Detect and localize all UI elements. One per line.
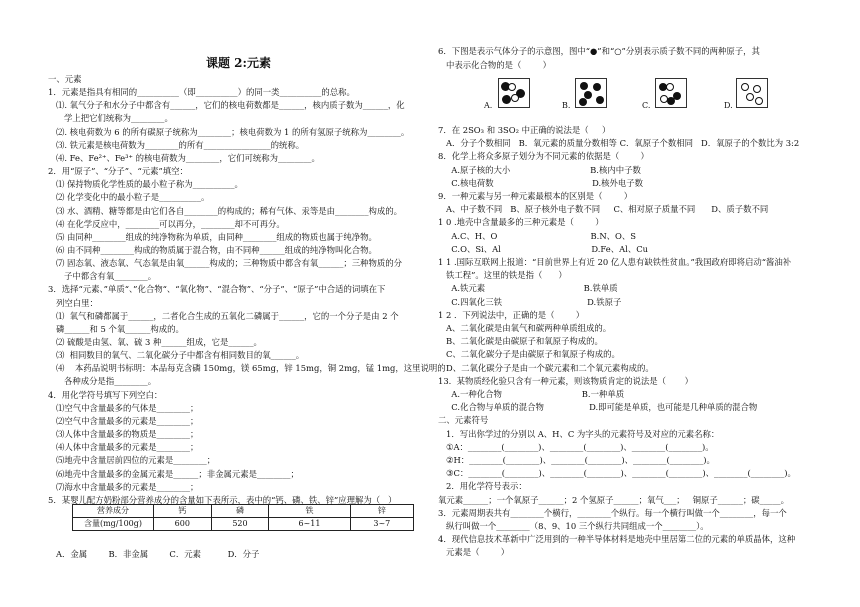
white-atom bbox=[741, 83, 749, 91]
question-line: 磷______和 5 个氧______构成的。 bbox=[48, 323, 184, 334]
question-line: 3．元素周期表共有________个横行，________个纵行。每一个横行叫做一个________，每一个 bbox=[438, 507, 787, 518]
question-line: ②H：________(________)、________(________)、________(________)。 bbox=[438, 455, 715, 465]
question-line: 学上把它们统称为________。 bbox=[48, 113, 173, 124]
black-atom bbox=[596, 96, 604, 104]
table-header-cell: 钙 bbox=[154, 505, 212, 518]
question-line: 5．某婴儿配方奶粉部分营养成分的含量如下表所示，表中的“钙、磷、铁、锌”应理解为（ ） bbox=[48, 494, 397, 505]
question-line: 1．元素是指具有相同的__________（即__________）的同一类__________的总称。 bbox=[48, 87, 355, 98]
question-line: 4．现代信息技术革新中广泛用到的一种半导体材料是地壳中里居第二位的元素的单质晶体，这种 bbox=[438, 534, 796, 545]
question-line: 2．用化学符号表示： bbox=[438, 481, 527, 492]
question-line: B、二氧化碳是由碳原子和氧原子构成的。 bbox=[438, 336, 603, 347]
question-line: ⑴. 氧气分子和水分子中都含有______，它们的核电荷数都是______，核内质子数为______，化 bbox=[48, 100, 405, 111]
question-line: 3．选择“元素、”单质“、”化合物“、“氧化物”、“混合物”、“分子”、“原子”中合适的词填在下 bbox=[48, 284, 386, 295]
q6-line-1: 6．下图是表示气体分子的示意图，图中“●”和“○”分别表示质子数不同的两种原子，其 bbox=[438, 46, 760, 56]
question-line: ⑺ 固态氧、液态氧、气态氧是由氧______构成的；三种物质中都含有氧______；三种物质的分 bbox=[48, 258, 403, 269]
molecule-label-b: B. bbox=[562, 101, 571, 110]
white-atom bbox=[746, 93, 754, 101]
question-line: C、二氧化碳分子是由碳原子和氧原子构成的。 bbox=[438, 349, 620, 360]
question-line: ⑷ 在化学反应中，________可以再分，________却不可再分。 bbox=[48, 218, 285, 229]
black-atom bbox=[593, 83, 601, 91]
question-line: ⑵ 硫酸是由氢、氧、硫 3 种______组成，它是______。 bbox=[48, 337, 262, 347]
question-line: A.一种化合物 B.一种单质 bbox=[438, 389, 625, 399]
molecule-label-c: C. bbox=[642, 101, 651, 110]
question-line: ⑸地壳中含量居前四位的元素是________； bbox=[48, 455, 216, 466]
table-cell: 600 bbox=[154, 518, 212, 531]
table-cell: 520 bbox=[211, 518, 269, 531]
black-atom bbox=[579, 98, 587, 106]
q5-options: A．金属 B．非金属 C．元素 D．分子 bbox=[48, 549, 260, 559]
question-line: ⑴ 保持物质化学性质的最小粒子称为__________。 bbox=[48, 179, 243, 190]
question-line: 4．用化学符号填写下列空白： bbox=[48, 389, 163, 400]
question-line: ①A：________(________)、________(________)、________(________)。 bbox=[438, 441, 714, 452]
question-line: 纵行叫做一个________（8、9、10 三个纵行共同组成一个________）。 bbox=[438, 521, 709, 531]
table-cell: 含量(mg/100g) bbox=[73, 518, 154, 531]
question-line: ⑶人体中含量最多的物质是________； bbox=[48, 429, 199, 440]
question-line: C.O、Si、Al D.Fe、Al、Cu bbox=[438, 243, 649, 254]
question-line: A.铁元素 B.铁单质 bbox=[438, 283, 618, 294]
question-line: ⑵. 核电荷数为 6 的所有碳原子统称为________；核电荷数为 1 的所有氢原子统称为________。 bbox=[48, 126, 410, 137]
question-line: A．分子个数相同 B．氧元素的质量分数相等 C．氧原子个数相同 D．氧原子的个数比为 3:2 bbox=[438, 138, 800, 149]
question-line: A、二氧化碳是由氧气和碳两种单质组成的。 bbox=[438, 323, 612, 333]
question-line: 9．一种元素与另一种元素最根本的区别是（ ） bbox=[438, 191, 633, 201]
question-line: ⑴空气中含量最多的气体是________； bbox=[48, 402, 199, 413]
question-line: ⑶ 水、酒精、糖等都是由它们各自________的构成的；稀有气体、汞等是由________构成的。 bbox=[48, 205, 403, 216]
white-atom bbox=[755, 97, 763, 105]
question-line: ⑴ 氧气和磷都属于______，二者化合生成的五氧化二磷属于______，它的一个分子是由 2 个 bbox=[48, 310, 399, 321]
question-line: C.核电荷数 D.核外电子数 bbox=[438, 177, 644, 188]
question-line: 1 2 ．下列说法中，正确的是（ ） bbox=[438, 309, 585, 320]
nutrition-table bbox=[72, 504, 414, 531]
white-atom bbox=[753, 85, 761, 93]
black-atom bbox=[667, 97, 675, 105]
question-line: 铁工程”。这里的铁是指（ ） bbox=[438, 270, 567, 281]
question-line: 1 1 .国际互联网上报道：“目前世界上有近 20 亿人患有缺铁性贫血。”我国政府即将启动“酱油补 bbox=[438, 257, 792, 267]
question-line: 7．在 2SO₃ 和 3SO₂ 中正确的说法是（ ） bbox=[438, 125, 611, 135]
molecule-label-a: A. bbox=[484, 101, 493, 110]
question-line: 一、元素 bbox=[48, 74, 82, 84]
question-line: ③C：________(________)、________(________)、________(________)、________(________)。 bbox=[438, 468, 796, 479]
white-atom bbox=[511, 94, 519, 102]
question-line: ⑶ 相同数目的氧气、二氧化碳分子中都含有相同数目的氧______。 bbox=[48, 350, 305, 361]
table-header-cell: 营养成分 bbox=[73, 505, 154, 518]
white-atom bbox=[666, 83, 674, 91]
question-line: 氧元素______；一个氧原子______；2 个氢原子______；氧气___； 铜原子______；碳_____。 bbox=[438, 494, 789, 505]
question-line: 1．写出你学过的分别以 A、H、C 为字头的元素符号及对应的元素名称： bbox=[438, 428, 720, 439]
question-line: ⑹ 由不同种________构成的物质属于混合物，由不同种______组成的纯净物叫化合物。 bbox=[48, 244, 377, 255]
table-cell: 3~7 bbox=[350, 518, 413, 531]
table-header-cell: 磷 bbox=[211, 505, 269, 518]
question-line: ⑵ 化学变化中的最小粒子是__________。 bbox=[48, 192, 210, 203]
question-line: 列空白里： bbox=[48, 297, 98, 308]
question-line: A.C、H、O B.N、O、S bbox=[438, 230, 637, 241]
question-line: 二、元素符号 bbox=[438, 415, 489, 426]
question-line: 1 0 .地壳中含量最多的三种元素是（ ） bbox=[438, 217, 604, 228]
molecule-diagram-d bbox=[736, 78, 768, 108]
black-atom bbox=[580, 82, 588, 90]
table-row bbox=[73, 505, 414, 518]
molecule-diagram-c bbox=[655, 78, 687, 108]
question-line: 13. 某物质经化验只含有一种元素，则该物质肯定的说法是（ ） bbox=[438, 375, 694, 386]
question-line: ⑺海水中含量最多的元素是________； bbox=[48, 481, 199, 492]
question-line: 元素是（ ） bbox=[438, 547, 510, 558]
white-atom bbox=[508, 83, 516, 91]
table-cell: 6~11 bbox=[269, 518, 350, 531]
question-line: ⑷人体中含量最多的元素是________； bbox=[48, 442, 199, 453]
molecule-diagram-a bbox=[498, 78, 530, 108]
molecule-diagram-b bbox=[575, 78, 607, 108]
page-title: 课题 2:元素 bbox=[206, 56, 271, 70]
table-header-cell: 铁 bbox=[269, 505, 350, 518]
question-line: ⑶. 铁元素是核电荷数为________的所有________________的统称。 bbox=[48, 139, 305, 150]
table-row bbox=[73, 518, 414, 531]
question-line: ⑵空气中含量最多的元素是________； bbox=[48, 415, 199, 426]
table-header-cell: 锌 bbox=[350, 505, 413, 518]
question-line: 各种成分是指________。 bbox=[48, 376, 157, 387]
question-line: 子中都含有氧________。 bbox=[48, 271, 157, 282]
black-atom bbox=[502, 95, 511, 104]
question-line: ⑸ 由同种________组成的纯净物称为单质，由同种________组成的物质也属于纯净物。 bbox=[48, 231, 377, 242]
question-line: A.原子核的大小 B.核内中子数 bbox=[438, 164, 641, 175]
question-line: C.四氧化三铁 D.铁原子 bbox=[438, 296, 622, 307]
q6-line-2: 中表示化合物的是（ ） bbox=[438, 60, 552, 70]
question-line: A、中子数不同 B、原子核外电子数不同 C、相对原子质量不同 D、质子数不同 bbox=[438, 204, 769, 215]
molecule-label-d: D. bbox=[724, 101, 733, 110]
question-line: 8．化学上将众多原子划分为不同元素的依据是（ ） bbox=[438, 151, 649, 162]
question-line: ⑹地壳中含量最多的金属元素是______；非金属元素是________； bbox=[48, 468, 299, 479]
question-line: ⑷ 本药品说明书标明：本品每克含磷 150mg，镁 65mg，锌 15mg，铜 2mg，锰 1mg，这里说明的 bbox=[48, 363, 446, 374]
question-line: D、二氧化碳分子是由一个碳元素和二个氧元素构成的。 bbox=[438, 362, 654, 373]
question-line: ⑷. Fe、Fe²⁺、Fe³⁺ 的核电荷数为________，它们可统称为________。 bbox=[48, 152, 320, 163]
question-line: 2．用“原子”、“分子”、“元素”填空： bbox=[48, 166, 188, 177]
question-line: C.化合物与单质的混合物 D.即可能是单质，也可能是几种单质的混合物 bbox=[438, 402, 758, 413]
